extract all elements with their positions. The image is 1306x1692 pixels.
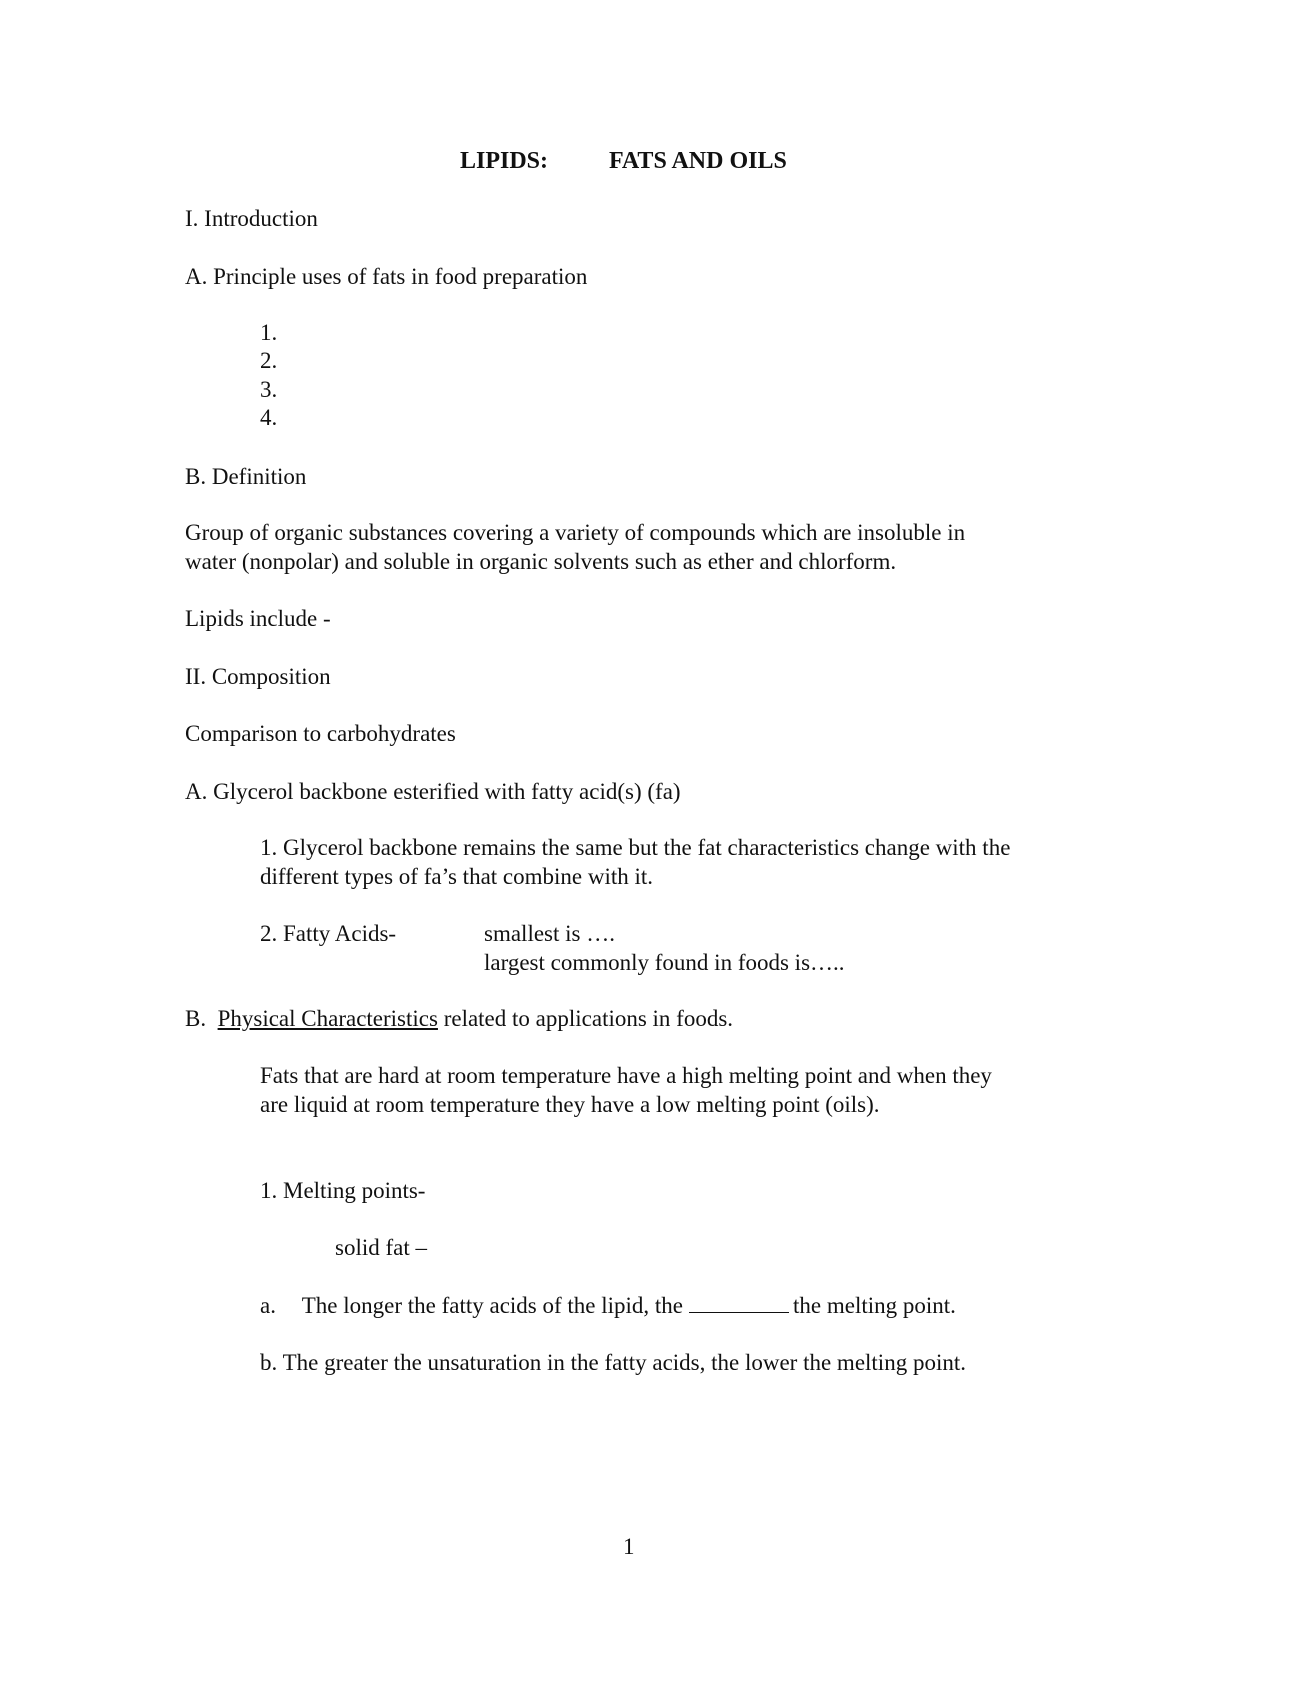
- fatty-acids-smallest: smallest is ….: [484, 921, 615, 946]
- list-item-2: 2.: [260, 348, 278, 373]
- list-item-3: 3.: [260, 377, 278, 402]
- glycerol-item-1-line-2: different types of fa’s that combine with it.: [260, 864, 654, 889]
- subsection-a-glycerol-backbone: A. Glycerol backbone esterified with fatty acid(s) (fa): [185, 779, 681, 804]
- glycerol-item-1-line-1: 1. Glycerol backbone remains the same but the fat characteristics change with the: [260, 835, 1011, 860]
- title-lipids: LIPIDS:: [460, 148, 549, 174]
- list-item-4: 4.: [260, 405, 278, 430]
- fatty-acids-largest: largest commonly found in foods is…..: [484, 950, 845, 975]
- subsection-a-principle-uses: A. Principle uses of fats in food preparation: [185, 264, 588, 289]
- title-fats-and-oils: FATS AND OILS: [609, 148, 787, 174]
- melting-item-a-label: a.: [260, 1293, 276, 1318]
- melting-points-item: 1. Melting points-: [260, 1178, 426, 1203]
- subsection-b-physical-characteristics: [185, 1004, 733, 1033]
- fatty-acids-label: 2. Fatty Acids-: [260, 921, 397, 946]
- comparison-to-carbohydrates: Comparison to carbohydrates: [185, 721, 456, 746]
- subsection-b-prefix: B.: [185, 1006, 207, 1031]
- melting-item-b: b. The greater the unsaturation in the fatty acids, the lower the melting point.: [260, 1350, 966, 1375]
- melting-item-a-text-after: the melting point.: [793, 1293, 956, 1318]
- list-item-1: 1.: [260, 320, 278, 345]
- physical-paragraph-line-2: are liquid at room temperature they have a low melting point (oils).: [260, 1092, 880, 1117]
- physical-characteristics-underlined: Physical Characteristics: [217, 1006, 438, 1031]
- fill-in-blank: [689, 1292, 789, 1313]
- physical-characteristics-rest: related to applications in foods.: [437, 1006, 734, 1031]
- definition-line-1: Group of organic substances covering a variety of compounds which are insoluble in: [185, 520, 966, 545]
- subsection-b-definition: B. Definition: [185, 464, 307, 489]
- physical-paragraph-line-1: Fats that are hard at room temperature have a high melting point and when they: [260, 1063, 992, 1088]
- solid-fat-label: solid fat –: [335, 1235, 427, 1260]
- lipids-include: Lipids include -: [185, 606, 331, 631]
- melting-item-a-text-before: The longer the fatty acids of the lipid, the: [301, 1293, 684, 1318]
- definition-line-2: water (nonpolar) and soluble in organic solvents such as ether and chlorform.: [185, 549, 897, 574]
- melting-item-a: [260, 1291, 956, 1320]
- section-introduction-heading: I. Introduction: [185, 206, 318, 231]
- page-number: 1: [623, 1534, 635, 1559]
- section-composition-heading: II. Composition: [185, 664, 331, 689]
